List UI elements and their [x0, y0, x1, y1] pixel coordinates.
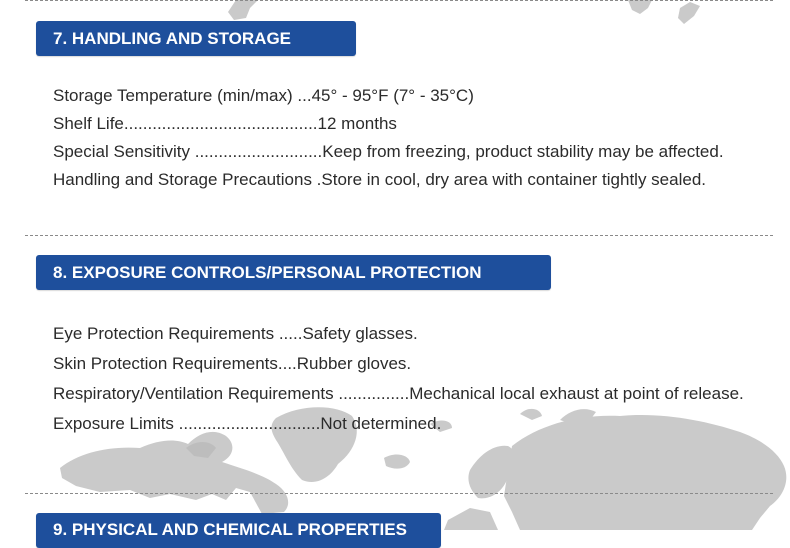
special-sensitivity-label: Special Sensitivity ........................... — [53, 142, 323, 161]
section-divider-8-9 — [25, 493, 773, 494]
storage-temperature-row — [53, 86, 474, 106]
eye-protection-value: Safety glasses. — [302, 324, 418, 343]
exposure-limits-label: Exposure Limits .............................. — [53, 414, 321, 433]
skin-protection-value: Rubber gloves. — [296, 354, 412, 373]
section-7-heading: 7. HANDLING AND STORAGE — [36, 21, 356, 56]
special-sensitivity-value: Keep from freezing, product stability may be affected. — [322, 142, 724, 161]
handling-precautions-row — [53, 170, 706, 190]
shelf-life-value: 12 months — [317, 114, 397, 133]
shelf-life-label: Shelf Life......................................... — [53, 114, 318, 133]
skin-protection-label: Skin Protection Requirements.... — [53, 354, 297, 373]
special-sensitivity-row — [53, 142, 724, 162]
eye-protection-label: Eye Protection Requirements ..... — [53, 324, 303, 343]
handling-precautions-value: Store in cool, dry area with container tightly sealed. — [321, 170, 706, 189]
handling-precautions-label: Handling and Storage Precautions . — [53, 170, 322, 189]
storage-temperature-value: 45° - 95°F (7° - 35°C) — [311, 86, 474, 105]
respiratory-row — [53, 384, 744, 404]
section-8-heading: 8. EXPOSURE CONTROLS/PERSONAL PROTECTION — [36, 255, 551, 290]
section-9-heading: 9. PHYSICAL AND CHEMICAL PROPERTIES — [36, 513, 441, 548]
exposure-limits-row — [53, 414, 441, 434]
storage-temperature-label: Storage Temperature (min/max) ... — [53, 86, 312, 105]
respiratory-label: Respiratory/Ventilation Requirements ............... — [53, 384, 410, 403]
exposure-limits-value: Not determined. — [320, 414, 442, 433]
section-divider-top — [25, 0, 773, 1]
respiratory-value: Mechanical local exhaust at point of release. — [409, 384, 744, 403]
skin-protection-row — [53, 354, 411, 374]
eye-protection-row — [53, 324, 418, 344]
section-divider-7-8 — [25, 235, 773, 236]
shelf-life-row — [53, 114, 397, 134]
